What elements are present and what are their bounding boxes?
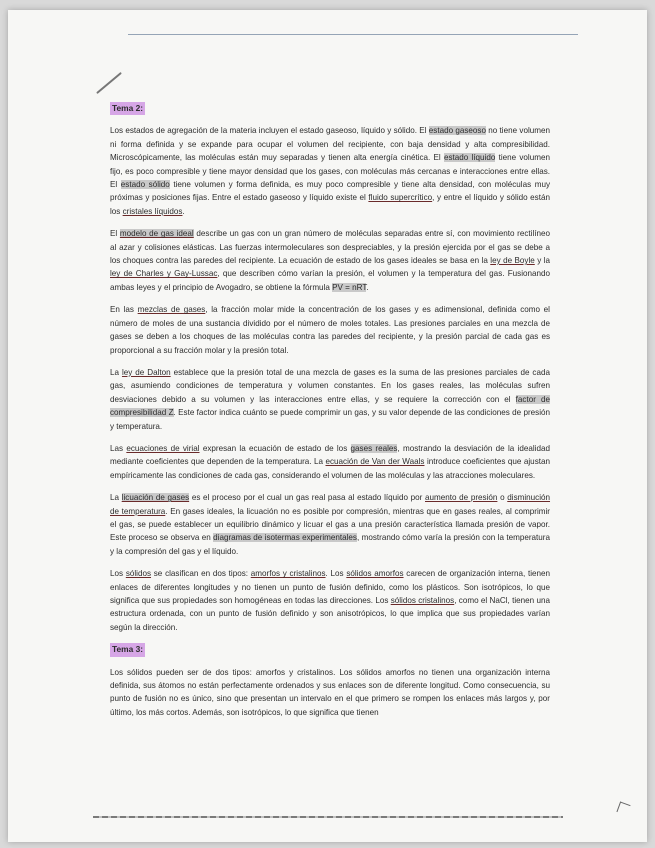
text: En las: [110, 305, 138, 315]
text: establece que la presión total de una mezcla de gases es la suma de las presiones parciales de cada gas, asumiendo condiciones de temperatura y volumen constantes. En los gases reales, las moléculas sufren desviaciones debido a su volumen y las interacciones entre ellas, y se requiere la corrección con el: [110, 367, 550, 404]
section-title-tema-2: Tema 2:: [110, 102, 145, 115]
text: introduce coeficientes que ajustan empíricamente las condiciones de cada gas, considerando el volumen de las moléculas y las atracciones moleculares.: [110, 457, 550, 480]
text: carecen de organización interna, tienen enlaces de diferentes longitudes y no tienen un punto de fusión definido, como los plásticos. Son isotrópicos, lo que significa que sus propiedades son homogéneas en todas las direcciones. Los: [110, 569, 551, 605]
text: describe un gas con un gran número de moléculas separadas entre sí, con movimiento rectilíneo al azar y colisiones elásticas. Las fuerzas intermoleculares son despreciables, y la presión ejercida por el gas se debe a los choques contra las paredes del recipiente. La ecuación de estado de los gases ideales se basa en la: [110, 229, 550, 266]
highlight: factor de compresibilidad Z: [110, 394, 550, 418]
text: no tiene volumen ni forma definida y se expande para ocupar el volumen del recipiente, con baja densidad y alta compresibilidad. Microscópicamente, las moléculas están muy separadas y tienen alta energía cinética. El: [110, 126, 550, 163]
bottom-scan-band: [93, 816, 563, 818]
highlight: gases reales: [350, 443, 398, 453]
text: es el proceso por el cual un gas real pasa al estado líquido por: [189, 493, 425, 503]
highlight: estado sólido: [120, 180, 170, 190]
underline: mezclas de gases: [137, 305, 206, 315]
paragraph-ideal-gas: [110, 227, 550, 294]
text: , que describen cómo varían la presión, el volumen y la temperatura del gas. Fusionando ambas leyes y el principio de Avogadro, se obtiene la fórmula: [110, 269, 551, 292]
highlight: diagramas de isotermas experimentales: [213, 533, 357, 543]
underline: ecuación de Van der Waals: [325, 457, 425, 467]
highlight: modelo de gas ideal: [119, 229, 194, 239]
paragraph-gas-liquefaction: [110, 491, 550, 558]
text: . Este factor indica cuánto se puede comprimir un gas, y su valor depende de las condiciones de presión y temperatura.: [110, 408, 550, 431]
text: , la fracción molar mide la concentración de los gases y es adimensional, definida como el número de moles de una sustancia dividido por el número de moles totales. Las presiones parciales en una mezcla de gases se deben a los choques de las moléculas contra las paredes del recipiente, y la presión parcial de cada gas es proporcional a su fracción molar y la presión total.: [110, 305, 550, 355]
text: . Los: [325, 569, 347, 579]
text: . En gases ideales, la licuación no es posible por compresión, mientras que en gases reales, al comprimir el gas, se puede establecer un equilibrio dinámico y licuar el gas a una presión característica llamada presión de vapor. Este proceso se observa en: [110, 506, 551, 543]
text: , y entre el líquido y sólido están los: [110, 193, 550, 216]
highlight: licuación de gases: [121, 493, 190, 503]
document-content: [110, 102, 550, 728]
text: .: [182, 206, 185, 216]
text: El: [110, 229, 120, 239]
paragraph-dalton-law: [110, 366, 550, 433]
text: , mostrando cómo varía la presión con la temperatura y la compresión del gas y el líquido.: [110, 533, 550, 556]
text: y la: [534, 256, 550, 266]
highlight: estado gaseoso: [428, 126, 486, 136]
text: .: [366, 282, 369, 292]
paragraph-solids: [110, 567, 550, 634]
text: La: [110, 493, 122, 503]
corner-mark: [616, 801, 630, 815]
paragraph-states-of-matter: [110, 124, 550, 218]
text: La: [110, 367, 122, 377]
text: Los estados de agregación de la materia incluyen el estado gaseoso, líquido y sólido. El: [110, 126, 429, 136]
underline: disminución de temperatura: [110, 493, 551, 516]
text: , mostrando la desviación de la idealidad mediante coeficientes que dependen de la temperatura. La: [110, 443, 550, 467]
document-page: [8, 10, 647, 842]
underline: ley de Boyle: [490, 256, 535, 266]
underline: fluido supercrítico: [368, 193, 433, 203]
underline: ecuaciones de virial: [126, 443, 200, 453]
underline: sólidos cristalinos: [390, 596, 455, 605]
text: Las: [110, 443, 127, 453]
highlight: PV = nRT: [332, 282, 367, 292]
underline: aumento de presión: [425, 493, 498, 503]
paragraph-gas-mixtures: [110, 303, 550, 357]
pen-mark: [96, 72, 122, 94]
paragraph-solid-types: Los sólidos pueden ser de dos tipos: amorfos y cristalinos. Los sólidos amorfos no tienen una organización interna definida, sus átomos no están perfectamente ordenados y sus enlaces son de diferente longitud. Como consecuencia, su punto de fusión no es único, sino que presentan un intervalo en el que primero se rompen los enlaces más largos y, por último, los más cortos. Además, son isotrópicos, lo que significa que tienen: [110, 667, 550, 717]
top-rule: [128, 34, 578, 35]
section-title-tema-3: Tema 3:: [110, 643, 145, 656]
underline: ley de Dalton: [121, 367, 171, 377]
text: tiene volumen y forma definida, es muy poco compresible y tiene alta densidad, con moléculas muy próximas y posiciones fijas. Entre el estado gaseoso y líquido existe el: [110, 180, 551, 203]
highlight: estado líquido: [443, 153, 496, 163]
text: o: [497, 493, 508, 503]
underline: cristales líquidos: [122, 206, 183, 216]
text: Los: [110, 569, 126, 579]
underline: sólidos: [125, 569, 152, 579]
text: , como el NaCl, tienen una estructura ordenada, con un punto de fusión definido y son anisotrópicos, lo que implica que sus propiedades varían según la dirección.: [110, 596, 550, 632]
underline: ley de Charles y Gay-Lussac: [110, 269, 218, 279]
underline: sólidos amorfos: [346, 569, 404, 579]
text: tiene volumen fijo, es poco compresible y tiene mayor densidad que los gases, con moléculas más cercanas e interacciones entre ellas. El: [110, 153, 550, 190]
paragraph-virial-equations: [110, 442, 550, 482]
underline: amorfos y cristalinos: [250, 569, 326, 579]
text: expresan la ecuación de estado de los: [199, 443, 351, 453]
text: se clasifican en dos tipos:: [151, 569, 251, 579]
